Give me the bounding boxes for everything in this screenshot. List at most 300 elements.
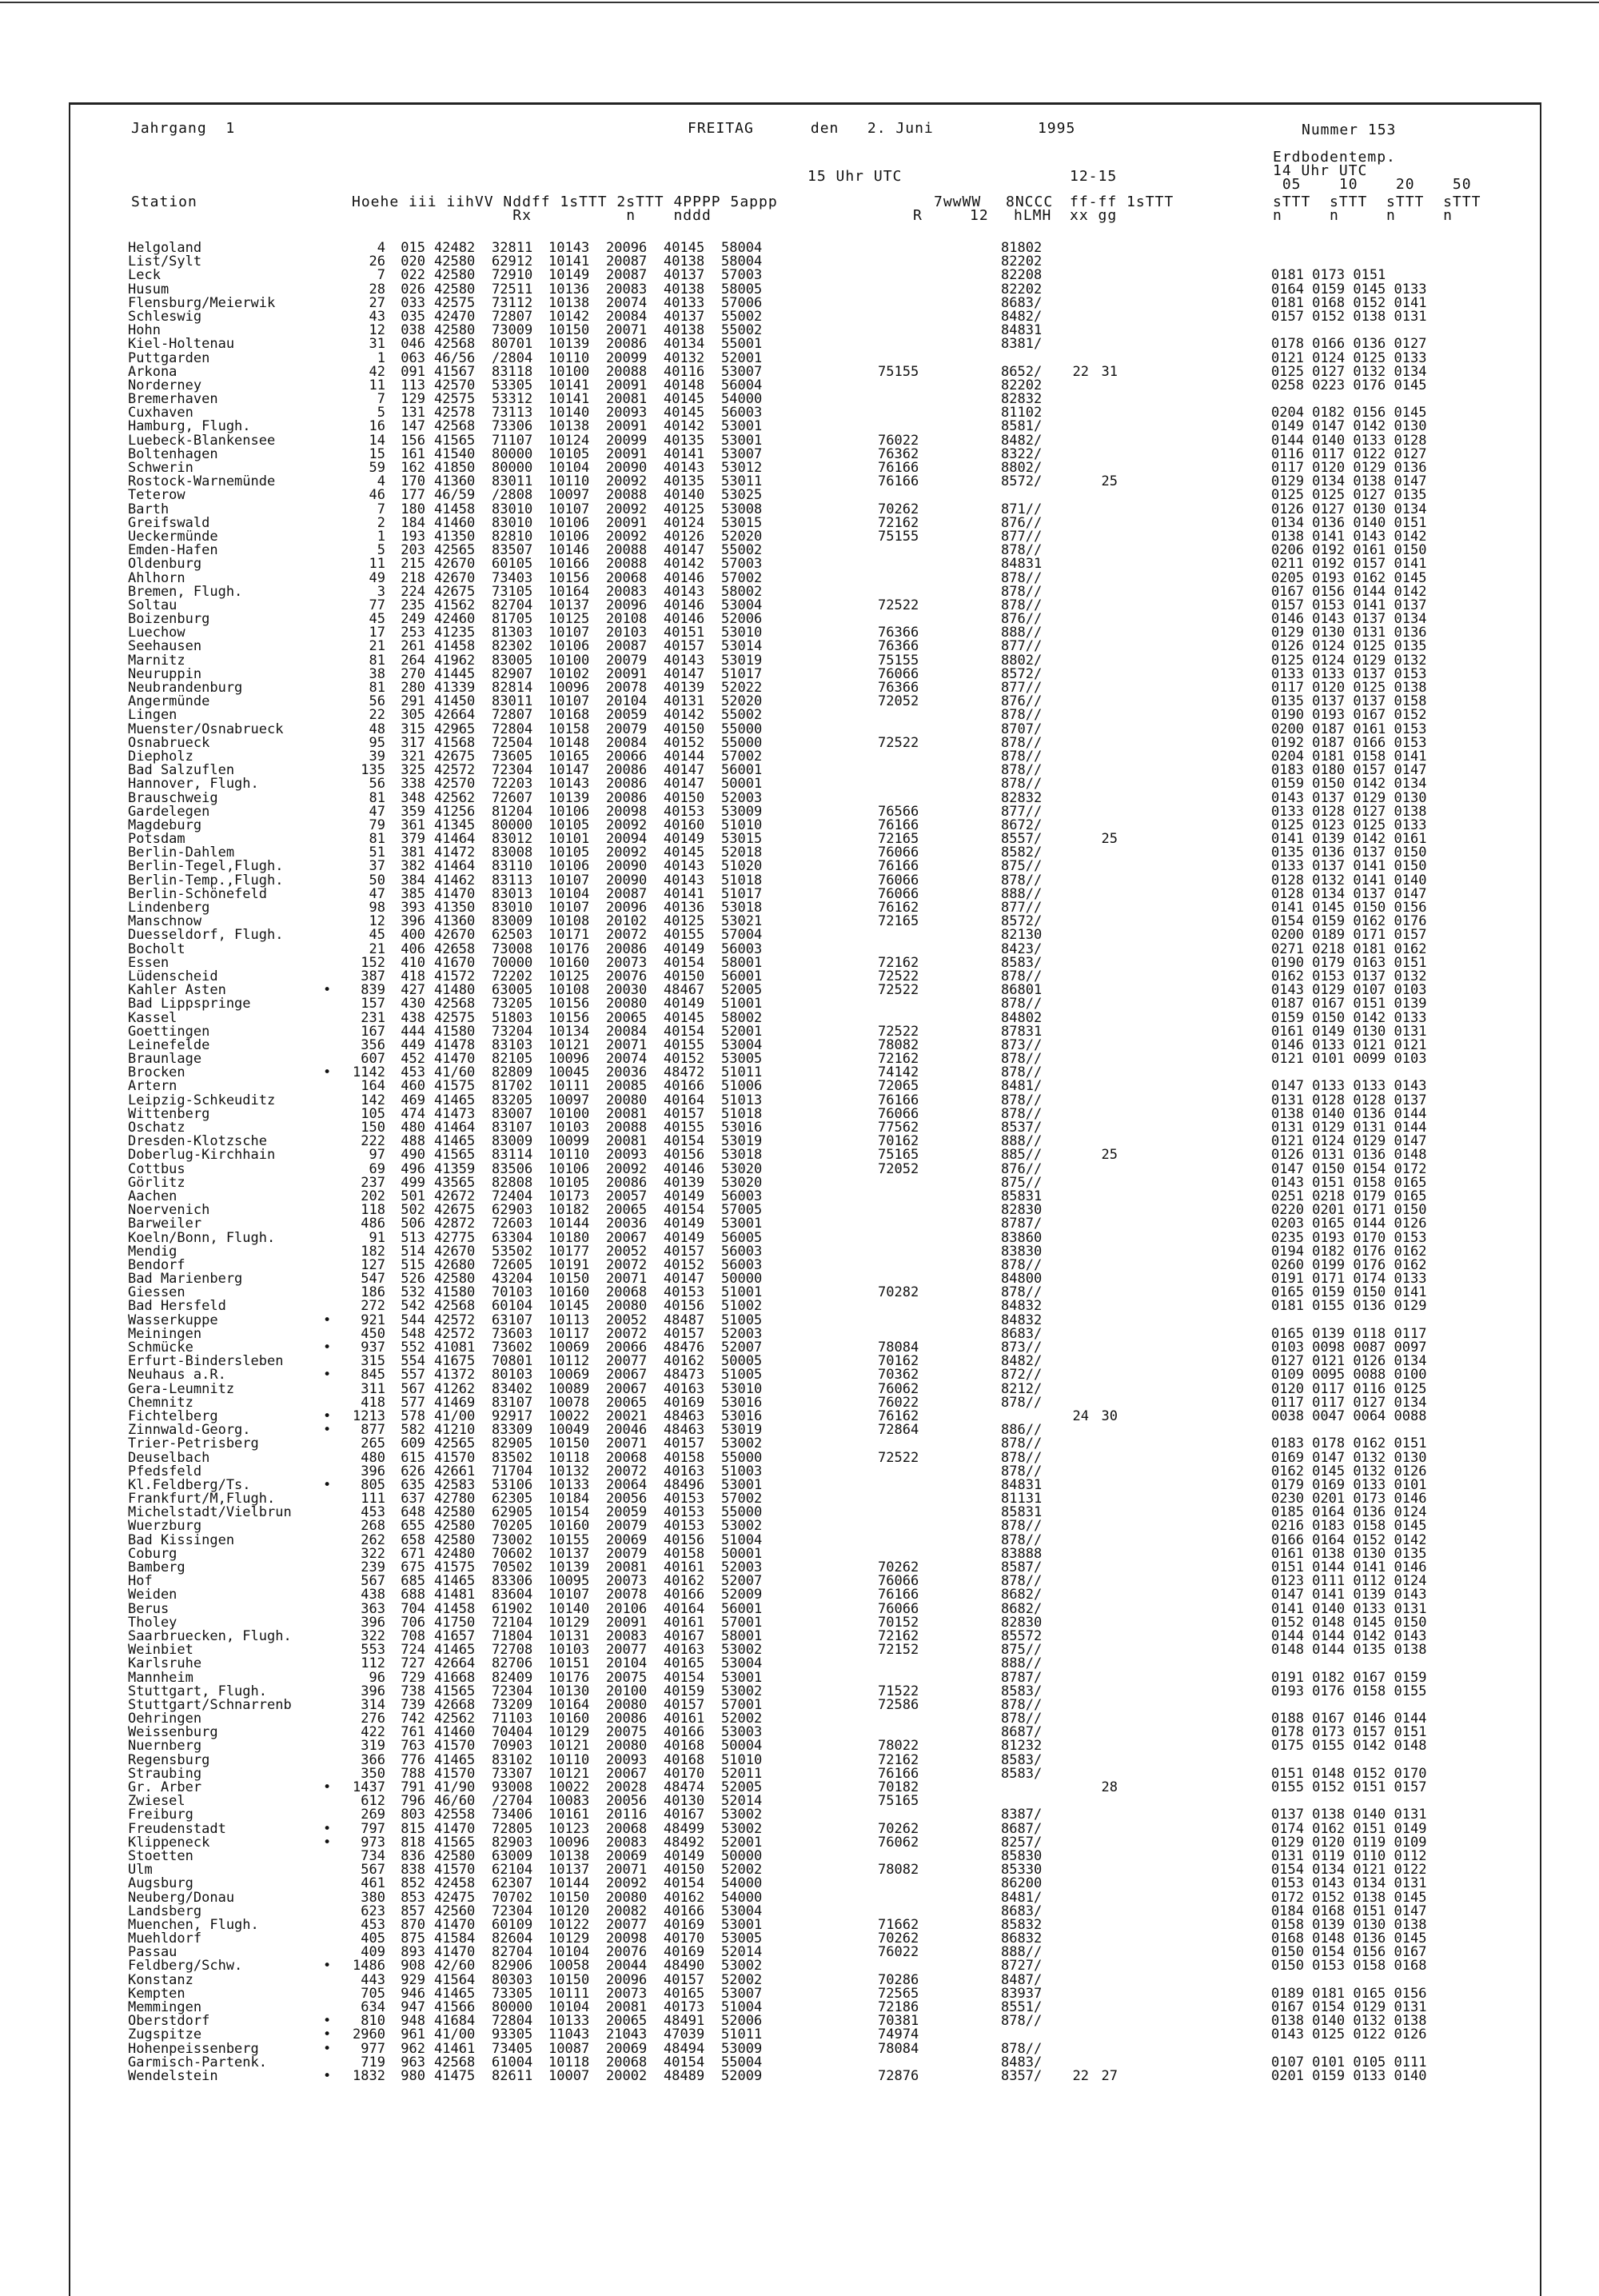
group-8nccc: 8357/ <box>1001 2067 1043 2084</box>
group-nddff: 53502 <box>492 1243 533 1260</box>
station-index: 460 <box>401 1078 425 1095</box>
group-1sttt: 10146 <box>548 542 590 559</box>
group-2sttt: 20066 <box>606 1340 648 1356</box>
soil-temperatures: 0174 0162 0151 0149 <box>1271 1820 1427 1837</box>
station-index: 384 <box>401 872 425 888</box>
group-4pppp: 40152 <box>664 734 705 751</box>
group-1sttt: 10154 <box>548 1504 590 1521</box>
group-8nccc: 8487/ <box>1001 1971 1043 1988</box>
group-8nccc: 878// <box>1001 872 1043 888</box>
station-name: Memmingen <box>128 1999 202 2015</box>
group-iihvv: 41235 <box>434 625 476 641</box>
group-nddff: 63304 <box>492 1229 533 1246</box>
soil-temperatures: 0211 0192 0157 0141 <box>1271 556 1427 573</box>
group-7wwww: 76066 <box>878 665 919 682</box>
group-iihvv: 41372 <box>434 1367 476 1384</box>
group-2sttt: 20036 <box>606 1216 648 1232</box>
group-iihvv: 41472 <box>434 845 476 861</box>
group-8nccc: 878// <box>1001 996 1043 1012</box>
group-4pppp: 40149 <box>664 1847 705 1864</box>
group-nddff: 82704 <box>492 1944 533 1961</box>
group-8nccc: 878// <box>1001 1284 1043 1301</box>
station-index: 381 <box>401 845 425 861</box>
group-nddff: 70502 <box>492 1559 533 1575</box>
group-1sttt: 10132 <box>548 1463 590 1479</box>
group-8nccc: 888// <box>1001 1133 1043 1150</box>
station-height: 127 <box>361 1256 385 1273</box>
group-4pppp: 40147 <box>664 542 705 559</box>
station-name: Aachen <box>128 1188 177 1204</box>
station-height: 5 <box>377 542 385 559</box>
group-5appp: 53002 <box>721 1642 763 1659</box>
station-height: 845 <box>361 1367 385 1384</box>
group-5appp: 51017 <box>721 885 763 902</box>
soil-temperatures: 0129 0120 0119 0109 <box>1271 1834 1427 1851</box>
station-name: Doberlug-Kirchhain <box>128 1147 276 1164</box>
group-2sttt: 20090 <box>606 858 648 875</box>
group-5appp: 57003 <box>721 267 763 284</box>
group-8nccc: 8687/ <box>1001 1724 1043 1741</box>
station-height: 634 <box>361 1999 385 2015</box>
group-nddff: 82809 <box>492 1064 533 1081</box>
station-name: Bad Salzuflen <box>128 762 235 779</box>
group-8nccc: 82202 <box>1001 281 1043 297</box>
group-5appp: 57002 <box>721 748 763 765</box>
group-1sttt: 10058 <box>548 1958 590 1975</box>
station-height: 91 <box>369 1229 385 1246</box>
group-nddff: 81705 <box>492 611 533 628</box>
group-4pppp: 40169 <box>664 1916 705 1933</box>
group-1sttt: 10104 <box>548 1944 590 1961</box>
group-iihvv: 41465 <box>434 1642 476 1659</box>
group-4pppp: 40166 <box>664 1587 705 1603</box>
station-index: 791 <box>401 1779 425 1795</box>
group-7wwww: 76162 <box>878 1408 919 1424</box>
soil-temperatures: 0126 0127 0130 0134 <box>1271 501 1427 517</box>
group-7wwww: 76062 <box>878 1380 919 1397</box>
group-2sttt: 20046 <box>606 1422 648 1439</box>
soil-temp-header: Erdbodentemp. <box>1273 149 1396 166</box>
group-1sttt: 10125 <box>548 611 590 628</box>
group-iihvv: 41565 <box>434 1834 476 1851</box>
group-iihvv: 42664 <box>434 1655 476 1672</box>
group-2sttt: 20091 <box>606 445 648 462</box>
station-index: 727 <box>401 1655 425 1672</box>
group-4pppp: 40161 <box>664 1711 705 1727</box>
station-name: Lingen <box>128 707 177 724</box>
group-5appp: 52009 <box>721 2067 763 2084</box>
station-index: 410 <box>401 954 425 971</box>
group-1sttt: 10141 <box>548 391 590 408</box>
group-8nccc: 878// <box>1001 776 1043 793</box>
station-name: Koeln/Bonn, Flugh. <box>128 1229 276 1246</box>
station-name: Barweiler <box>128 1216 202 1232</box>
station-index: 763 <box>401 1738 425 1755</box>
group-iihvv: 46/56 <box>434 349 476 366</box>
group-8nccc: 8387/ <box>1001 1807 1043 1823</box>
mountain-marker: • <box>323 1312 332 1328</box>
group-5appp: 50000 <box>721 1271 763 1288</box>
group-8nccc: 873// <box>1001 1036 1043 1053</box>
group-5appp: 52002 <box>721 1971 763 1988</box>
group-5appp: 52018 <box>721 845 763 861</box>
group-1sttt: 10108 <box>548 913 590 930</box>
station-index: 264 <box>401 652 425 669</box>
group-iihvv: 42580 <box>434 1531 476 1548</box>
mountain-marker: • <box>323 1834 332 1851</box>
soil-temperatures: 0161 0149 0130 0131 <box>1271 1023 1427 1040</box>
group-1sttt: 10110 <box>548 349 590 366</box>
group-5appp: 50005 <box>721 1353 763 1370</box>
group-2sttt: 20072 <box>606 1325 648 1342</box>
station-name: Boltenhagen <box>128 445 218 462</box>
group-nddff: 80000 <box>492 460 533 476</box>
group-nddff: 72304 <box>492 1683 533 1699</box>
group-2sttt: 20066 <box>606 748 648 765</box>
group-7wwww: 72152 <box>878 1642 919 1659</box>
station-height: 268 <box>361 1518 385 1535</box>
station-height: 39 <box>369 748 385 765</box>
station-index: 170 <box>401 473 425 490</box>
group-nddff: 72910 <box>492 267 533 284</box>
station-index: 961 <box>401 2026 425 2043</box>
group-iihvv: 42670 <box>434 927 476 944</box>
station-name: Goettingen <box>128 1023 210 1040</box>
group-iihvv: 42470 <box>434 308 476 325</box>
soil-temperatures: 0144 0140 0133 0128 <box>1271 432 1427 449</box>
group-iihvv: 42570 <box>434 776 476 793</box>
group-8nccc: 878// <box>1001 1092 1043 1108</box>
station-index: 706 <box>401 1614 425 1631</box>
station-name: Oldenburg <box>128 556 202 573</box>
group-2sttt: 20093 <box>606 405 648 421</box>
station-height: 262 <box>361 1531 385 1548</box>
group-1sttt: 10160 <box>548 1711 590 1727</box>
station-height: 380 <box>361 1889 385 1906</box>
group-2sttt: 20088 <box>606 542 648 559</box>
soil-temperatures: 0143 0151 0158 0165 <box>1271 1174 1427 1191</box>
soil-temperatures: 0133 0137 0141 0150 <box>1271 858 1427 875</box>
station-name: Bamberg <box>128 1559 185 1575</box>
group-2sttt: 20075 <box>606 1724 648 1741</box>
station-height: 11 <box>369 377 385 393</box>
group-iihvv: 41481 <box>434 1587 476 1603</box>
group-1sttt: 10140 <box>548 1600 590 1617</box>
station-index: 648 <box>401 1504 425 1521</box>
group-7wwww: 72586 <box>878 1696 919 1713</box>
group-1sttt: 10095 <box>548 1573 590 1590</box>
group-7wwww: 70162 <box>878 1133 919 1150</box>
group-8nccc: 878// <box>1001 707 1043 724</box>
station-name: Bad Hersfeld <box>128 1298 226 1315</box>
station-index: 270 <box>401 665 425 682</box>
group-nddff: 70801 <box>492 1353 533 1370</box>
station-index: 626 <box>401 1463 425 1479</box>
group-5appp: 53004 <box>721 1903 763 1919</box>
group-4pppp: 40166 <box>664 1078 705 1095</box>
group-nddff: 82706 <box>492 1655 533 1672</box>
group-nddff: 72511 <box>492 281 533 297</box>
group-4pppp: 40160 <box>664 817 705 833</box>
group-8nccc: 85832 <box>1001 1916 1043 1933</box>
group-nddff: 71107 <box>492 432 533 449</box>
group-nddff: 63005 <box>492 982 533 999</box>
group-4pppp: 40158 <box>664 1449 705 1466</box>
station-height: 81 <box>369 680 385 696</box>
group-5appp: 55002 <box>721 707 763 724</box>
group-8nccc: 878// <box>1001 542 1043 559</box>
station-name: Barth <box>128 501 169 517</box>
group-8nccc: 877// <box>1001 528 1043 545</box>
soil-temperatures: 0203 0165 0144 0126 <box>1271 1216 1427 1232</box>
station-index: 577 <box>401 1394 425 1411</box>
group-8nccc: 85830 <box>1001 1847 1043 1864</box>
group-nddff: 73405 <box>492 2040 533 2057</box>
group-4pppp: 40159 <box>664 1683 705 1699</box>
group-5appp: 53002 <box>721 1958 763 1975</box>
group-2sttt: 20092 <box>606 1160 648 1177</box>
group-nddff: 83113 <box>492 872 533 888</box>
station-name: Kl.Feldberg/Ts. <box>128 1476 251 1493</box>
group-4pppp: 40155 <box>664 927 705 944</box>
group-iihvv: 42780 <box>434 1491 476 1507</box>
group-4pppp: 40150 <box>664 1862 705 1879</box>
station-index: 215 <box>401 556 425 573</box>
group-4pppp: 40144 <box>664 748 705 765</box>
station-height: 363 <box>361 1600 385 1617</box>
station-index: 161 <box>401 445 425 462</box>
group-5appp: 58004 <box>721 240 763 256</box>
group-7wwww: 75165 <box>878 1147 919 1164</box>
group-1sttt: 10069 <box>548 1367 590 1384</box>
group-8nccc: 8483/ <box>1001 2054 1043 2070</box>
group-1sttt: 10148 <box>548 734 590 751</box>
mountain-marker: • <box>323 1408 332 1424</box>
group-1sttt: 10049 <box>548 1422 590 1439</box>
soil-temperatures: 0179 0169 0133 0101 <box>1271 1476 1427 1493</box>
group-nddff: 72804 <box>492 2013 533 2030</box>
station-name: Manschnow <box>128 913 202 930</box>
group-4pppp: 40132 <box>664 349 705 366</box>
group-8nccc: 8481/ <box>1001 1889 1043 1906</box>
soil-temperatures: 0206 0192 0161 0150 <box>1271 542 1427 559</box>
group-4pppp: 40157 <box>664 1696 705 1713</box>
station-height: 450 <box>361 1325 385 1342</box>
group-nddff: 83114 <box>492 1147 533 1164</box>
station-height: 623 <box>361 1903 385 1919</box>
group-8nccc: 878// <box>1001 1518 1043 1535</box>
group-5appp: 56001 <box>721 762 763 779</box>
station-height: 810 <box>361 2013 385 2030</box>
station-name: Kiel-Holtenau <box>128 336 235 353</box>
group-1sttt: 10144 <box>548 1216 590 1232</box>
station-name: Rostock-Warnemünde <box>128 473 276 490</box>
station-height: 135 <box>361 762 385 779</box>
station-index: 385 <box>401 885 425 902</box>
station-name: Oschatz <box>128 1120 185 1136</box>
group-2sttt: 20086 <box>606 762 648 779</box>
group-2sttt: 20079 <box>606 652 648 669</box>
group-2sttt: 20098 <box>606 803 648 820</box>
group-iihvv: 41262 <box>434 1380 476 1397</box>
group-1sttt: 10107 <box>548 872 590 888</box>
group-8nccc: 878// <box>1001 734 1043 751</box>
station-height: 438 <box>361 1587 385 1603</box>
station-height: 42 <box>369 363 385 380</box>
group-4pppp: 40154 <box>664 1669 705 1686</box>
station-height: 553 <box>361 1642 385 1659</box>
group-7wwww: 76022 <box>878 1394 919 1411</box>
station-height: 453 <box>361 1916 385 1933</box>
group-iihvv: 41464 <box>434 858 476 875</box>
group-iihvv: 41345 <box>434 817 476 833</box>
group-2sttt: 20078 <box>606 680 648 696</box>
group-1sttt: 10110 <box>548 1147 590 1164</box>
group-4pppp: 40153 <box>664 1504 705 1521</box>
group-nddff: 83009 <box>492 913 533 930</box>
group-2sttt: 20104 <box>606 693 648 710</box>
soil-temperatures: 0164 0159 0145 0133 <box>1271 281 1427 297</box>
station-name: Hof <box>128 1573 153 1590</box>
group-5appp: 53001 <box>721 1216 763 1232</box>
group-nddff: 83110 <box>492 858 533 875</box>
group-1sttt: 10118 <box>548 1449 590 1466</box>
soil-temperatures: 0200 0189 0171 0157 <box>1271 927 1427 944</box>
soil-temperatures: 0194 0182 0176 0162 <box>1271 1243 1427 1260</box>
group-8nccc: 877// <box>1001 803 1043 820</box>
group-4pppp: 40150 <box>664 789 705 806</box>
group-2sttt: 20069 <box>606 1847 648 1864</box>
group-nddff: 83118 <box>492 363 533 380</box>
group-1sttt: 10104 <box>548 460 590 476</box>
group-5appp: 51004 <box>721 1531 763 1548</box>
group-2sttt: 20021 <box>606 1408 648 1424</box>
group-8nccc: 875// <box>1001 1174 1043 1191</box>
group-nddff: 61004 <box>492 2054 533 2070</box>
group-2sttt: 20044 <box>606 1958 648 1975</box>
group-5appp: 52022 <box>721 680 763 696</box>
station-index: 675 <box>401 1559 425 1575</box>
group-7wwww: 72186 <box>878 1999 919 2015</box>
group-4pppp: 48494 <box>664 2040 705 2057</box>
group-1sttt: 10160 <box>548 1518 590 1535</box>
group-2sttt: 20081 <box>606 1133 648 1150</box>
group-2sttt: 20079 <box>606 721 648 737</box>
mountain-marker: • <box>323 1476 332 1493</box>
group-1sttt: 10138 <box>548 294 590 311</box>
gust-xx: 22 <box>1072 363 1089 380</box>
group-2sttt: 20065 <box>606 1394 648 1411</box>
station-index: 870 <box>401 1916 425 1933</box>
group-iihvv: 41470 <box>434 1820 476 1837</box>
group-1sttt: 10161 <box>548 1807 590 1823</box>
group-iihvv: 42775 <box>434 1229 476 1246</box>
group-nddff: 73307 <box>492 1765 533 1782</box>
group-5appp: 51004 <box>721 1999 763 2015</box>
group-4pppp: 48463 <box>664 1408 705 1424</box>
group-iihvv: 41465 <box>434 1985 476 2002</box>
soil-temperatures: 0121 0124 0125 0133 <box>1271 349 1427 366</box>
station-height: 409 <box>361 1944 385 1961</box>
gust-column-header: ff-ff 1sTTT <box>1070 194 1174 210</box>
group-2sttt: 20065 <box>606 1009 648 1026</box>
soil-temperatures: 0181 0173 0151 <box>1271 267 1386 284</box>
station-height: 17 <box>369 625 385 641</box>
group-2sttt: 20068 <box>606 1284 648 1301</box>
station-name: Schmücke <box>128 1340 193 1356</box>
soil-temperatures: 0172 0152 0138 0145 <box>1271 1889 1427 1906</box>
group-nddff: 73008 <box>492 940 533 957</box>
group-5appp: 56004 <box>721 377 763 393</box>
station-index: 637 <box>401 1491 425 1507</box>
soil-temperatures: 0038 0047 0064 0088 <box>1271 1408 1427 1424</box>
group-5appp: 53019 <box>721 652 763 669</box>
group-7wwww: 70262 <box>878 1820 919 1837</box>
group-nddff: 72804 <box>492 721 533 737</box>
soil-depths-header: 05 10 20 50 <box>1273 176 1472 193</box>
group-nddff: 73305 <box>492 1985 533 2002</box>
group-7wwww: 70362 <box>878 1367 919 1384</box>
station-name: Noervenich <box>128 1202 210 1219</box>
mountain-marker: • <box>323 1367 332 1384</box>
group-5appp: 55000 <box>721 734 763 751</box>
station-height: 21 <box>369 940 385 957</box>
group-1sttt: 10184 <box>548 1491 590 1507</box>
soil-temperatures: 0251 0218 0179 0165 <box>1271 1188 1427 1204</box>
group-2sttt: 20080 <box>606 1298 648 1315</box>
station-index: 180 <box>401 501 425 517</box>
station-name: Essen <box>128 954 169 971</box>
group-7wwww: 72162 <box>878 1751 919 1768</box>
group-2sttt: 20071 <box>606 1435 648 1452</box>
group-4pppp: 40143 <box>664 460 705 476</box>
group-5appp: 56003 <box>721 1243 763 1260</box>
station-name: Wittenberg <box>128 1105 210 1122</box>
group-4pppp: 40143 <box>664 872 705 888</box>
station-name: Wuerzburg <box>128 1518 202 1535</box>
group-8nccc: 8322/ <box>1001 445 1043 462</box>
group-5appp: 57005 <box>721 1202 763 1219</box>
code-columns-subheader: Rx n nddd <box>352 207 712 224</box>
group-5appp: 53002 <box>721 1820 763 1837</box>
table-row <box>128 1588 1503 1602</box>
group-8nccc: 84800 <box>1001 1271 1043 1288</box>
station-name: Muehldorf <box>128 1931 202 1947</box>
station-height: 12 <box>369 322 385 339</box>
group-4pppp: 48472 <box>664 1064 705 1081</box>
station-index: 235 <box>401 597 425 613</box>
soil-temperatures: 0147 0141 0139 0143 <box>1271 1587 1427 1603</box>
group-iihvv: 42672 <box>434 1188 476 1204</box>
group-nddff: 81303 <box>492 625 533 641</box>
station-height: 1 <box>377 528 385 545</box>
group-7wwww: 76162 <box>878 900 919 916</box>
group-7wwww: 76066 <box>878 1105 919 1122</box>
group-nddff: 72605 <box>492 1256 533 1273</box>
group-iihvv: 41469 <box>434 1394 476 1411</box>
group-4pppp: 40156 <box>664 1298 705 1315</box>
group-2sttt: 20082 <box>606 1903 648 1919</box>
station-name: Soltau <box>128 597 177 613</box>
group-4pppp: 48487 <box>664 1312 705 1328</box>
station-name: Wendelstein <box>128 2067 218 2084</box>
soil-temperatures: 0188 0167 0146 0144 <box>1271 1711 1427 1727</box>
group-7wwww: 70381 <box>878 2013 919 2030</box>
soil-temperatures: 0161 0138 0130 0135 <box>1271 1545 1427 1562</box>
group-1sttt: 10165 <box>548 748 590 765</box>
group-1sttt: 10141 <box>548 377 590 393</box>
group-nddff: 83107 <box>492 1120 533 1136</box>
